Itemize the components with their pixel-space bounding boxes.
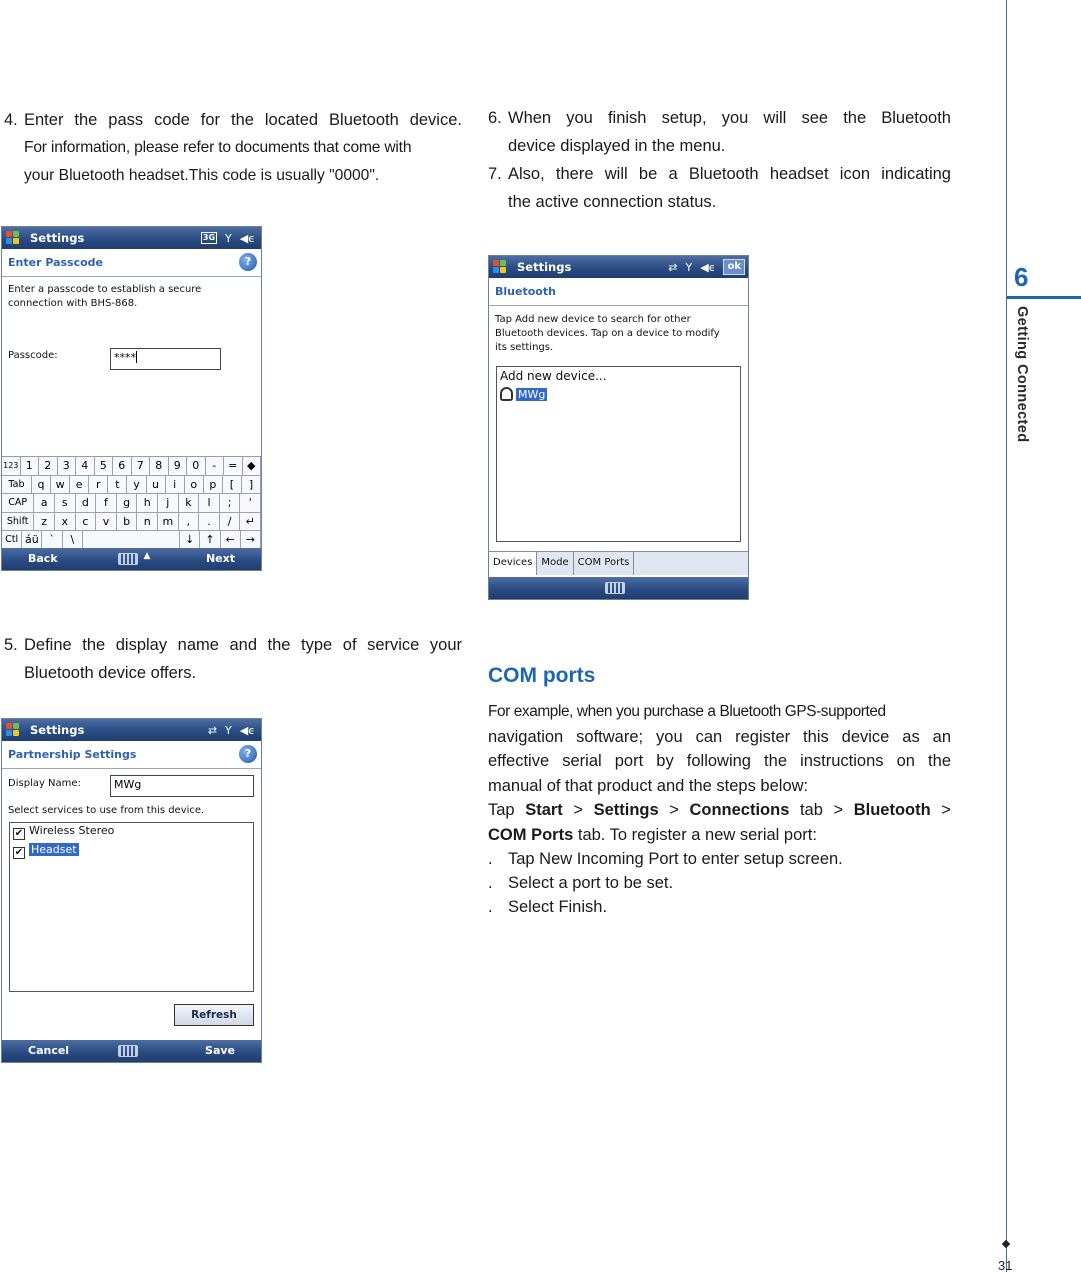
- key[interactable]: ]: [242, 476, 261, 494]
- right-arrow-key[interactable]: →: [241, 531, 261, 549]
- key[interactable]: l: [199, 494, 220, 512]
- title-bar: [2, 227, 261, 249]
- key[interactable]: n: [137, 513, 158, 531]
- keyboard-icon[interactable]: [118, 553, 138, 565]
- caps-key[interactable]: CAP: [2, 494, 34, 512]
- key[interactable]: 7: [132, 457, 151, 475]
- chapter-number: 6: [1014, 262, 1029, 292]
- step-number: 5.: [4, 636, 18, 654]
- com-ports-path: Tap Start > Settings > Connections tab > Bluetooth > COM Ports tab. To register a new serial port:: [488, 798, 951, 847]
- keyboard-icon[interactable]: [605, 582, 625, 594]
- intro-line: For example, when you purchase a Bluetooth GPS-supported: [488, 703, 886, 720]
- app-title: Settings: [517, 260, 572, 274]
- key[interactable]: b: [117, 513, 138, 531]
- tab-strip: [489, 551, 748, 575]
- screen-header: [489, 278, 748, 306]
- key[interactable]: i: [166, 476, 185, 494]
- key[interactable]: ,: [179, 513, 200, 531]
- key[interactable]: w: [51, 476, 70, 494]
- key[interactable]: x: [55, 513, 76, 531]
- service-item[interactable]: ✔ Wireless Stereo: [14, 824, 115, 839]
- save-softkey[interactable]: Save: [205, 1044, 235, 1057]
- path-bluetooth: Bluetooth: [853, 801, 931, 819]
- headset-icon: [500, 387, 513, 401]
- screen-header: [2, 741, 261, 769]
- passcode-description: Enter a passcode to establish a secure connection with BHS-868.: [8, 284, 202, 309]
- step-line: For information, please refer to documents that come with: [24, 139, 412, 156]
- display-name-label: Display Name:: [8, 778, 81, 789]
- path-connections: Connections: [689, 801, 790, 819]
- chapter-title: Getting Connected: [1014, 306, 1030, 443]
- key[interactable]: /: [220, 513, 241, 531]
- display-name-input[interactable]: MWg: [110, 775, 254, 797]
- down-arrow-key[interactable]: ↓: [180, 531, 200, 549]
- windows-start-icon[interactable]: [493, 260, 508, 274]
- key[interactable]: e: [70, 476, 89, 494]
- key[interactable]: v: [96, 513, 117, 531]
- key[interactable]: k: [179, 494, 200, 512]
- refresh-button[interactable]: Refresh: [174, 1004, 254, 1026]
- passcode-screenshot: [1, 226, 262, 571]
- softkey-bar: [489, 577, 748, 599]
- key[interactable]: q: [32, 476, 51, 494]
- volume-icon[interactable]: ◀ϵ: [700, 260, 716, 274]
- ok-button[interactable]: ok: [723, 259, 745, 275]
- step-number: 6.: [488, 109, 502, 127]
- checkbox-checked-icon[interactable]: ✔: [14, 828, 24, 839]
- com-ports-title: COM ports: [488, 664, 596, 687]
- step-line: Define the display name and the type of service your: [24, 636, 462, 654]
- step-line: When you finish setup, you will see the Bluetooth: [508, 109, 951, 127]
- key[interactable]: h: [137, 494, 158, 512]
- bluetooth-description: Tap Add new device to search for other Bluetooth devices. Tap on a device to modify its settings.: [495, 314, 720, 353]
- key[interactable]: =: [224, 457, 243, 475]
- passcode-label: Passcode:: [8, 350, 58, 361]
- key[interactable]: o: [185, 476, 204, 494]
- key[interactable]: `: [42, 531, 62, 549]
- tab-mode[interactable]: Mode: [537, 552, 573, 575]
- sync-icon: ⇄: [668, 260, 678, 274]
- title-bar: [2, 719, 261, 741]
- intro-line: effective serial port by following the instructions on the: [488, 752, 951, 770]
- tab-com-ports[interactable]: COM Ports: [574, 552, 635, 575]
- path-com-ports: COM Ports: [488, 825, 574, 844]
- path-start: Start: [525, 801, 563, 819]
- key[interactable]: [: [223, 476, 242, 494]
- help-icon[interactable]: ?: [239, 745, 257, 763]
- key[interactable]: 6: [113, 457, 132, 475]
- title-bar: [489, 256, 748, 278]
- chapter-underline: [1007, 296, 1081, 299]
- intro-line: manual of that product and the steps below:: [488, 776, 809, 795]
- key[interactable]: a: [34, 494, 55, 512]
- step-line: your Bluetooth headset.This code is usually "0000".: [24, 167, 380, 184]
- bullet-item: . Select Finish.: [488, 898, 608, 916]
- key-123[interactable]: 123: [2, 457, 21, 475]
- step-number: 4.: [4, 111, 18, 129]
- softkey-bar: [2, 548, 261, 570]
- key[interactable]: 3: [58, 457, 77, 475]
- step-line: Bluetooth device offers.: [24, 664, 197, 682]
- key[interactable]: g: [117, 494, 138, 512]
- key[interactable]: j: [158, 494, 179, 512]
- enter-key[interactable]: ↵: [240, 513, 261, 531]
- key[interactable]: 8: [150, 457, 169, 475]
- key[interactable]: 2: [39, 457, 58, 475]
- step-line: device displayed in the menu.: [508, 137, 726, 155]
- app-title: Settings: [30, 231, 85, 245]
- tab-key[interactable]: Tab: [2, 476, 32, 494]
- add-new-device-item[interactable]: Add new device...: [500, 369, 607, 383]
- volume-icon[interactable]: ◀ϵ: [239, 723, 255, 737]
- screen-header: [2, 249, 261, 277]
- step-line: Also, there will be a Bluetooth headset icon indicating: [508, 165, 951, 183]
- com-ports-intro: [488, 700, 951, 798]
- bullet-item: . Tap New Incoming Port to enter setup screen.: [488, 850, 843, 868]
- step-7: [488, 160, 951, 216]
- backspace-key[interactable]: ◆: [243, 457, 262, 475]
- services-list: [9, 822, 254, 992]
- passcode-input[interactable]: ****: [110, 348, 221, 370]
- next-softkey[interactable]: Next: [205, 552, 235, 565]
- 3g-icon: 3G: [202, 233, 216, 242]
- signal-icon: Y: [685, 260, 693, 274]
- key[interactable]: d: [76, 494, 97, 512]
- partnership-screenshot: [1, 718, 262, 1063]
- soft-keyboard: [2, 456, 261, 550]
- service-item[interactable]: ✔ Headset: [14, 843, 77, 858]
- windows-start-icon[interactable]: [6, 723, 21, 737]
- windows-start-icon[interactable]: [6, 231, 21, 245]
- key[interactable]: t: [108, 476, 127, 494]
- key[interactable]: \: [63, 531, 83, 549]
- signal-icon: Y: [225, 723, 232, 737]
- step-line: Enter the pass code for the located Bluetooth device.: [24, 111, 462, 129]
- key[interactable]: 1: [21, 457, 40, 475]
- bluetooth-screenshot: [488, 255, 749, 600]
- left-arrow-key[interactable]: ←: [221, 531, 241, 549]
- path-settings: Settings: [593, 801, 659, 819]
- key[interactable]: .: [199, 513, 220, 531]
- key[interactable]: 0: [187, 457, 206, 475]
- checkbox-checked-icon[interactable]: ✔: [14, 847, 24, 858]
- screen-header-title: Bluetooth: [495, 285, 556, 298]
- sync-icon: ⇄: [207, 723, 218, 737]
- margin-rule: [1006, 0, 1007, 1272]
- volume-icon[interactable]: ◀ϵ: [239, 231, 255, 245]
- key[interactable]: f: [96, 494, 117, 512]
- step-5: [4, 631, 462, 687]
- help-icon[interactable]: ?: [239, 253, 257, 271]
- services-label: Select services to use from this device.: [8, 805, 205, 816]
- key[interactable]: u: [147, 476, 166, 494]
- step-line: the active connection status.: [508, 193, 717, 211]
- key[interactable]: 9: [169, 457, 188, 475]
- space-key[interactable]: [83, 531, 180, 549]
- device-item[interactable]: MWg: [500, 387, 547, 401]
- signal-icon: Y: [225, 231, 232, 245]
- screen-header-title: Partnership Settings: [8, 748, 137, 761]
- key[interactable]: r: [89, 476, 108, 494]
- softkey-bar: [2, 1040, 261, 1062]
- intro-line: navigation software; you can register this device as an: [488, 727, 951, 746]
- bullet-item: . Select a port to be set.: [488, 874, 674, 892]
- key[interactable]: y: [127, 476, 146, 494]
- step-number: 7.: [488, 165, 502, 183]
- key[interactable]: ': [240, 494, 261, 512]
- shift-key[interactable]: Shift: [2, 513, 34, 531]
- key[interactable]: 4: [76, 457, 95, 475]
- input-menu-arrow-icon[interactable]: ▲: [143, 551, 151, 561]
- step-6: [488, 104, 951, 160]
- up-arrow-key[interactable]: ↑: [200, 531, 220, 549]
- page-number: 31: [998, 1258, 1013, 1272]
- app-title: Settings: [30, 723, 85, 737]
- key[interactable]: z: [34, 513, 55, 531]
- key[interactable]: p: [204, 476, 223, 494]
- ctl-key[interactable]: Ctl: [2, 531, 22, 549]
- key[interactable]: 5: [95, 457, 114, 475]
- device-list: [496, 366, 741, 542]
- key[interactable]: c: [76, 513, 97, 531]
- step-4: [4, 106, 462, 190]
- keyboard-icon[interactable]: [118, 1045, 138, 1057]
- key[interactable]: s: [55, 494, 76, 512]
- cancel-softkey[interactable]: Cancel: [28, 1044, 70, 1057]
- tab-devices[interactable]: Devices: [489, 552, 537, 575]
- diamond-icon: [1002, 1240, 1010, 1248]
- accent-key[interactable]: áü: [22, 531, 42, 549]
- key[interactable]: ;: [220, 494, 241, 512]
- back-softkey[interactable]: Back: [28, 552, 58, 565]
- screen-header-title: Enter Passcode: [8, 256, 104, 269]
- key[interactable]: -: [206, 457, 225, 475]
- key[interactable]: m: [158, 513, 179, 531]
